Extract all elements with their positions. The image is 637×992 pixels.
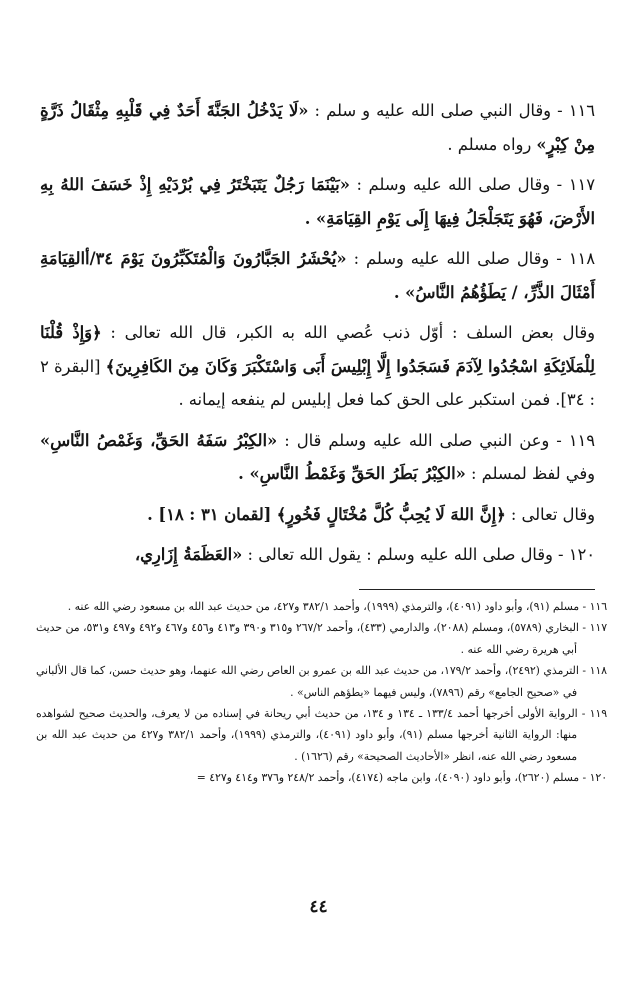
salaf-conclusion: [البقرة ٢ : ٣٤]. فمن استكبر على الحق كما فعل إبليس لم ينفعه إيمانه . bbox=[40, 356, 595, 409]
hadith-120-quote: «العَظَمَةُ إِزَارِي، bbox=[134, 545, 243, 564]
quran-verse-baqarah: ﴿وَإِذْ قُلْنَا لِلْمَلَائِكَةِ اسْجُدُوا لِآدَمَ فَسَجَدُوا إِلَّا إِبْلِيسَ أَبَى وَاسْتَكْبَرَ وَكَانَ مِنَ الكَافِرِينَ﴾ bbox=[40, 323, 595, 376]
footnote-117: ١١٧ - البخاري (٥٧٨٩)، ومسلم (٢٠٨٨)، والدارمي (٤٣٣)، وأحمد ٢٦٧/٢ و٣١٥ و٣٩٠ و٤١٣ و٤٥٦ و٤٦٧ و٤٩٢ و٤٩٧ و٥٣١، من حديث أبي هريرة رضي الله عنه . bbox=[36, 621, 608, 656]
hadith-119-muslim-wording: وفي لفظ لمسلم : bbox=[470, 464, 595, 483]
salaf-paragraph bbox=[40, 316, 595, 417]
page-number: ٤٤ bbox=[309, 897, 328, 917]
footnote-118: ١١٨ - الترمذي (٢٤٩٢)، وأحمد ١٧٩/٢، من حديث عبد الله بن عمرو بن العاص رضي الله عنهما، وهو حديث حسن، كما قال الألباني في «صحيح الجامع» رقم (٧٨٩٦)، وليس فيهما «يطؤهم الناس» . bbox=[36, 664, 607, 699]
hadith-120-intro: ١٢٠ - وقال صلى الله عليه وسلم : يقول الله تعالى : bbox=[247, 545, 595, 564]
hadith-116-source: رواه مسلم . bbox=[447, 134, 532, 154]
footnote-119: ١١٩ - الرواية الأولى أخرجها أحمد ١٣٣/٤ ـ ١٣٤ و ١٣٤، من حديث أبي ريحانة في إسناده من لا يعرف، والحديث صحيح لشواهده منها: الرواية الثانية أخرجها مسلم (٩١)، وأبو داود (٤٠٩١)، والترمذي (١٩٩٩)، وأحمد ٣٨٢/١ و٤٢٧ من حديث عبد الله بن مسعود رضي الله عنه، انظر «الأحاديث الصحيحة» رقم (١٦٢٦) . bbox=[36, 707, 607, 763]
hadith-119-quote: «الكِبْرُ سَفَهُ الحَقِّ، وَغَمْصُ النَّاسِ» bbox=[40, 430, 278, 450]
hadith-118-quote: «يُحْشَرُ الجَبَّارُونَ وَالْمُتَكَبِّرُونَ يَوْمَ ٣٤/أالقِيَامَةِ أَمْثَالَ الذَّرِّ، / يَطَؤُهُمُ النَّاسُ» . bbox=[40, 249, 595, 302]
hadith-117-quote: «بَيْنَمَا رَجُلٌ يَتَبَخْتَرُ فِي بُرْدَيْهِ إِذْ خَسَفَ اللهُ بِهِ الأَرْضَ، فَهُوَ يَتَجَلْجَلُ فِيهَا إِلَى يَوْمِ القِيَامَةِ» . bbox=[40, 175, 595, 228]
luqman-paragraph bbox=[40, 498, 595, 532]
footnotes bbox=[36, 596, 607, 789]
quran-verse-luqman: ﴿إِنَّ اللهَ لَا يُحِبُّ كُلَّ مُخْتَالٍ فَخُورٍ﴾ bbox=[276, 504, 506, 524]
hadith-119 bbox=[40, 424, 595, 491]
footnote-120: ١٢٠ - مسلم (٢٦٢٠)، وأبو داود (٤٠٩٠)، وابن ماجه (٤١٧٤)، وأحمد ٢٤٨/٢ و٣٧٦ و٤١٤ و٤٢٧ = bbox=[196, 771, 607, 785]
hadith-117-intro: ١١٧ - وقال صلى الله عليه وسلم : bbox=[356, 175, 595, 194]
luqman-reference: [لقمان ٣١ : ١٨] . bbox=[147, 504, 272, 524]
hadith-119-quote-2: «الكِبْرُ بَطَرُ الحَقِّ وَغَمْطُ النَّاسِ» . bbox=[238, 464, 466, 483]
hadith-118-intro: ١١٨ - وقال صلى الله عليه وسلم : bbox=[353, 249, 595, 268]
hadith-119-intro: ١١٩ - وعن النبي صلى الله عليه وسلم قال : bbox=[284, 430, 595, 450]
hadith-118 bbox=[40, 242, 595, 309]
hadith-116-quote: «لَا يَدْخُلُ الجَنَّةَ أَحَدٌ فِي قَلْبِهِ مِثْقَالُ ذَرَّةٍ مِنْ كِبْرٍ» bbox=[40, 101, 595, 154]
salaf-intro: وقال بعض السلف : أوّل ذنب عُصي الله به الكبر، قال الله تعالى : bbox=[110, 323, 595, 342]
footnote-divider bbox=[359, 589, 595, 590]
hadith-116-intro: ١١٦ - وقال النبي صلى الله عليه و سلم : bbox=[314, 101, 595, 120]
hadith-117 bbox=[40, 168, 595, 235]
luqman-intro: وقال تعالى : bbox=[510, 504, 595, 524]
footnote-116: ١١٦ - مسلم (٩١)، وأبو داود (٤٠٩١)، والترمذي (١٩٩٩)، وأحمد ٣٨٢/١ و٤٢٧، من حديث عبد الله بن مسعود رضي الله عنه . bbox=[67, 600, 607, 613]
main-text bbox=[40, 94, 595, 572]
hadith-116 bbox=[40, 94, 595, 161]
hadith-120 bbox=[40, 538, 595, 572]
